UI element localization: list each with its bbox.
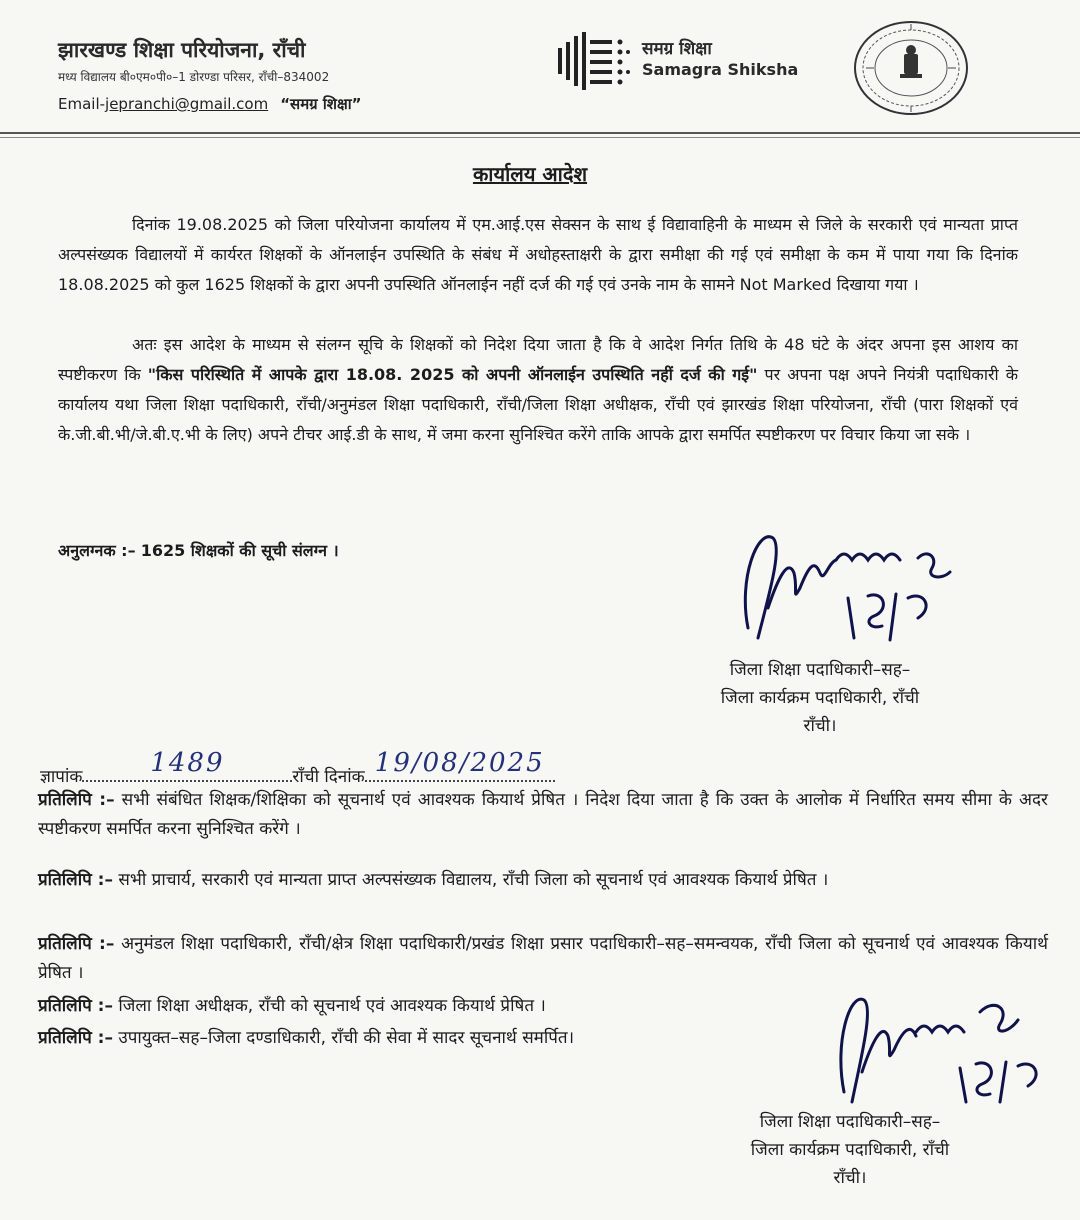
para2-text-a: अतः इस आदेश के माध्यम से संलग्न सूचि के शिक्षकों को निदेश दिया जाता है कि वे आदेश निर्गत तिथि के 48 घंटे के अंदर अपना इस आशय का स्पष्टीकरण कि [58,335,1018,384]
samagra-shiksha-logo-icon [552,28,638,96]
logo-title: समग्र शिक्षा [642,39,712,59]
para2-text-b: पर अपना पक्ष अपने नियंत्री पदाधिकारी के कार्यालय यथा जिला शिक्षा पदाधिकारी, राँची/अनुमंडल शिक्षा पदाधिकारी, राँची/जिला शिक्षा अधीक्षक, राँची एवं झारखंड शिक्षा परियोजना, राँची (पारा शिक्षकों एवं के.जी.बी.भी/जे.बी.ए.भी के लिए) अपने टीचर आई.डी के साथ, में जमा करना सुनिश्चित करेंगे ताकि आपके द्वारा समर्पित स्पष्टीकरण पर विचार किया जा सके । [58,365,1019,444]
memo-date: 19/08/2025 [374,748,545,778]
signatory-designation: जिला शिक्षा पदाधिकारी–सह– [759,1112,941,1132]
para2-bold-quote: "किस परिस्थिति में आपके द्वारा 18.08. 2025 को अपनी ऑनलाईन उपस्थिति नहीं दर्ज की गई" [147,365,758,384]
signatory-designation-2: जिला कार्यक्रम पदाधिकारी, राँची [720,688,920,708]
signatory-designation-2: जिला कार्यक्रम पदाधिकारी, राँची [750,1140,950,1160]
officer-signature-1 [728,518,988,658]
header-divider [0,132,1080,134]
memo-ref-label: ज्ञापांक [40,767,83,787]
org-address: मध्य विद्यालय बी०एम०पी०–1 डोरण्डा परिसर, राँची–834002 [58,70,330,84]
government-seal-icon [852,18,970,118]
header-divider-thin [0,137,1080,138]
email-label: Email- [58,95,106,113]
copy-to-item: प्रतिलिपि :– अनुमंडल शिक्षा पदाधिकारी, राँची/क्षेत्र शिक्षा पदाधिकारी/प्रखंड शिक्षा प्रसार पदाधिकारी–सह–समन्वयक, राँची जिला को सूचनार्थ एवं आवश्यक कियार्थ प्रेषित । [38,934,1048,983]
page-title: कार्यालय आदेश [472,162,588,186]
memo-reference-line [40,748,1040,787]
signatory-place: राँची। [833,1168,867,1188]
signatory-place: राँची। [803,716,837,736]
order-paragraph-2 [58,330,1018,450]
enclosure-text: 1625 शिक्षकों की सूची संलग्न । [140,541,339,560]
email-link[interactable]: jepranchi@gmail.com [105,95,269,113]
signature-block-2 [670,1108,1030,1192]
signature-block-1 [650,656,990,740]
copy-to-item: प्रतिलिपि :– सभी प्राचार्य, सरकारी एवं मान्यता प्राप्त अल्पसंख्यक विद्यालय, राँची जिला को सूचनार्थ एवं आवश्यक कियार्थ प्रेषित । [38,870,829,890]
signatory-designation: जिला शिक्षा पदाधिकारी–सह– [729,660,911,680]
copy-to-item: प्रतिलिपि :– जिला शिक्षा अधीक्षक, राँची को सूचनार्थ एवं आवश्यक कियार्थ प्रेषित । [38,996,546,1016]
order-paragraph-1: दिनांक 19.08.2025 को जिला परियोजना कार्यालय में एम.आई.एस सेक्सन के साथ ई विद्यावाहिनी के माध्यम से जिले के सरकारी एवं मान्यता प्राप्त अल्पसंख्यक विद्यालयों में कार्यरत शिक्षकों के ऑनलाईन उपस्थिति के संबंध में अधोहस्ताक्षरी के द्वारा समीक्षा की गई एवं समीक्षा के कम में पाया गया कि दिनांक 18.08.2025 को कुल 1625 शिक्षकों के द्वारा अपनी उपस्थिति ऑनलाईन नहीं दर्ज की गई एवं उनके नाम के सामने Not Marked दिखाया गया । [58,215,1018,294]
copy-to-item: प्रतिलिपि :– उपायुक्त–सह–जिला दण्डाधिकारी, राँची की सेवा में सादर सूचनार्थ समर्पित। [38,1028,575,1048]
copy-to-item: प्रतिलिपि :– सभी संबंधित शिक्षक/शिक्षिका को सूचनार्थ एवं आवश्यक कियार्थ प्रेषित । निदेश दिया जाता है कि उक्त के आलोक में निर्धारित समय सीमा के अदर स्पष्टीकरण समर्पित करना सुनिश्चित करेंगे । [38,790,1048,839]
org-name: झारखण्ड शिक्षा परियोजना, राँची [58,38,306,62]
memo-place-date-label: राँची दिनांक [292,767,365,787]
tagline: “समग्र शिक्षा” [280,95,362,113]
officer-signature-2 [830,972,1070,1112]
email-line [58,94,361,114]
logo-subtitle: Samagra Shiksha [642,60,799,79]
enclosure-label: अनुलग्नक :– [58,541,136,560]
memo-ref-number: 1489 [150,748,225,778]
